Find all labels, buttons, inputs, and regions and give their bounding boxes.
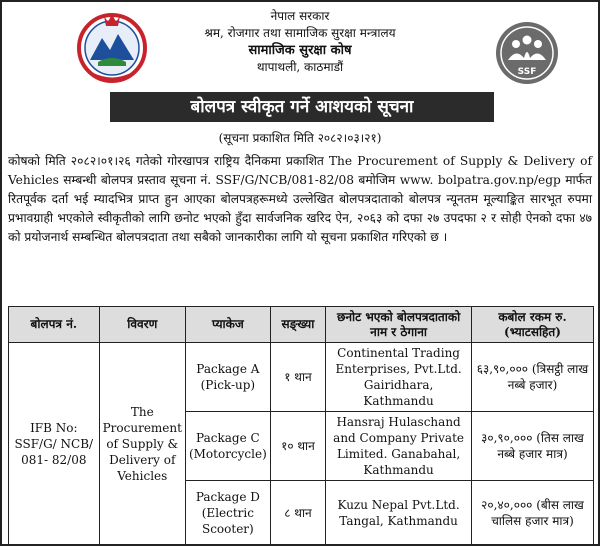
header-bidder: छनोट भएको बोलपत्रदाताको नाम र ठेगाना — [326, 307, 472, 343]
header-bid-no: बोलपत्र नं. — [9, 307, 100, 343]
logo-text: SSF — [517, 67, 537, 77]
government-name: नेपाल सरकार — [270, 9, 330, 23]
organization-block — [152, 8, 448, 76]
package-cell: Package C (Motorcycle) — [185, 412, 270, 481]
bidder-cell: Hansraj Hulaschand and Company Private Limited. Ganabahal, Kathmandu — [326, 412, 472, 481]
header-quantity: सङ्ख्या — [270, 307, 325, 343]
quantity-cell: १० थान — [270, 412, 325, 481]
ssf-logo-icon — [494, 20, 560, 86]
notice-title: बोलपत्र स्वीकृत गर्ने आशयको सूचना — [110, 92, 494, 122]
bidder-cell: Continental Trading Enterprises, Pvt.Ltd. Gairidhara, Kathmandu — [326, 343, 472, 412]
award-table — [8, 306, 594, 545]
amount-cell: २०,४०,००० (बीस लाख चालिस हजार मात्र) — [472, 481, 594, 545]
quantity-cell: १ थान — [270, 343, 325, 412]
header-package: प्याकेज — [185, 307, 270, 343]
nepal-emblem-icon — [74, 8, 150, 84]
package-cell: Package A (Pick-up) — [185, 343, 270, 412]
header-amount: कबोल रकम रु. (भ्याटसहित) — [472, 307, 594, 343]
procurement-description: The Procurement of Supply & Delivery of Vehicles — [99, 343, 185, 545]
notice-body: कोषको मिति २०८२।०१।२६ गतेको गोरखापत्र राष्ट्रिय दैनिकमा प्रकाशित The Procurement of Supply & Delivery of Vehicles सम्बन्धी बोलपत्र प्रस्ताव सूचना नं. SSF/G/NCB/081-82/08 बमोजिम www. bolpatra.gov.np/egp मार्फत रितपूर्वक दर्ता भई म्यादभित्र प्राप्त हुन आएका बोलपत्रहरूमध्ये उल्लेखित बोलपत्रदाताको बोलपत्र न्यूनतम मूल्याङ्कित सारभूत रुपमा प्रभावग्राही भएकोले स्वीकृतीको लागि छनोट भएको हुँदा सार्वजनिक खरिद ऐन, २०६३ को दफा २७ उपदफा २ र सोही ऐनको दफा ४७ को प्रयोजनार्थ सम्बन्धित बोलपत्रदाता तथा सबैको जानकारीका लागि यो सूचना प्रकाशित गरिएको छ । — [8, 154, 592, 244]
amount-cell: ६३,९०,००० (त्रिसट्ठी लाख नब्बे हजार) — [472, 343, 594, 412]
letterhead — [2, 2, 598, 90]
address: थापाथली, काठमाडौं — [256, 60, 344, 74]
amount-cell: ३०,९०,००० (तिस लाख नब्बे हजार मात्र) — [472, 412, 594, 481]
bidder-cell: Kuzu Nepal Pvt.Ltd. Tangal, Kathmandu — [326, 481, 472, 545]
quantity-cell: ८ थान — [270, 481, 325, 545]
table-header-row — [9, 307, 594, 343]
fund-name: सामाजिक सुरक्षा कोष — [248, 43, 352, 58]
bid-number: IFB No: SSF/G/ NCB/ 081- 82/08 — [9, 343, 100, 545]
package-cell: Package D (Electric Scooter) — [185, 481, 270, 545]
ministry-name: श्रम, रोजगार तथा सामाजिक सुरक्षा मन्त्रालय — [204, 26, 396, 40]
publish-date: (सूचना प्रकाशित मिति २०८२।०३।२१) — [218, 131, 382, 145]
table-row — [9, 343, 594, 412]
header-description: विवरण — [99, 307, 185, 343]
